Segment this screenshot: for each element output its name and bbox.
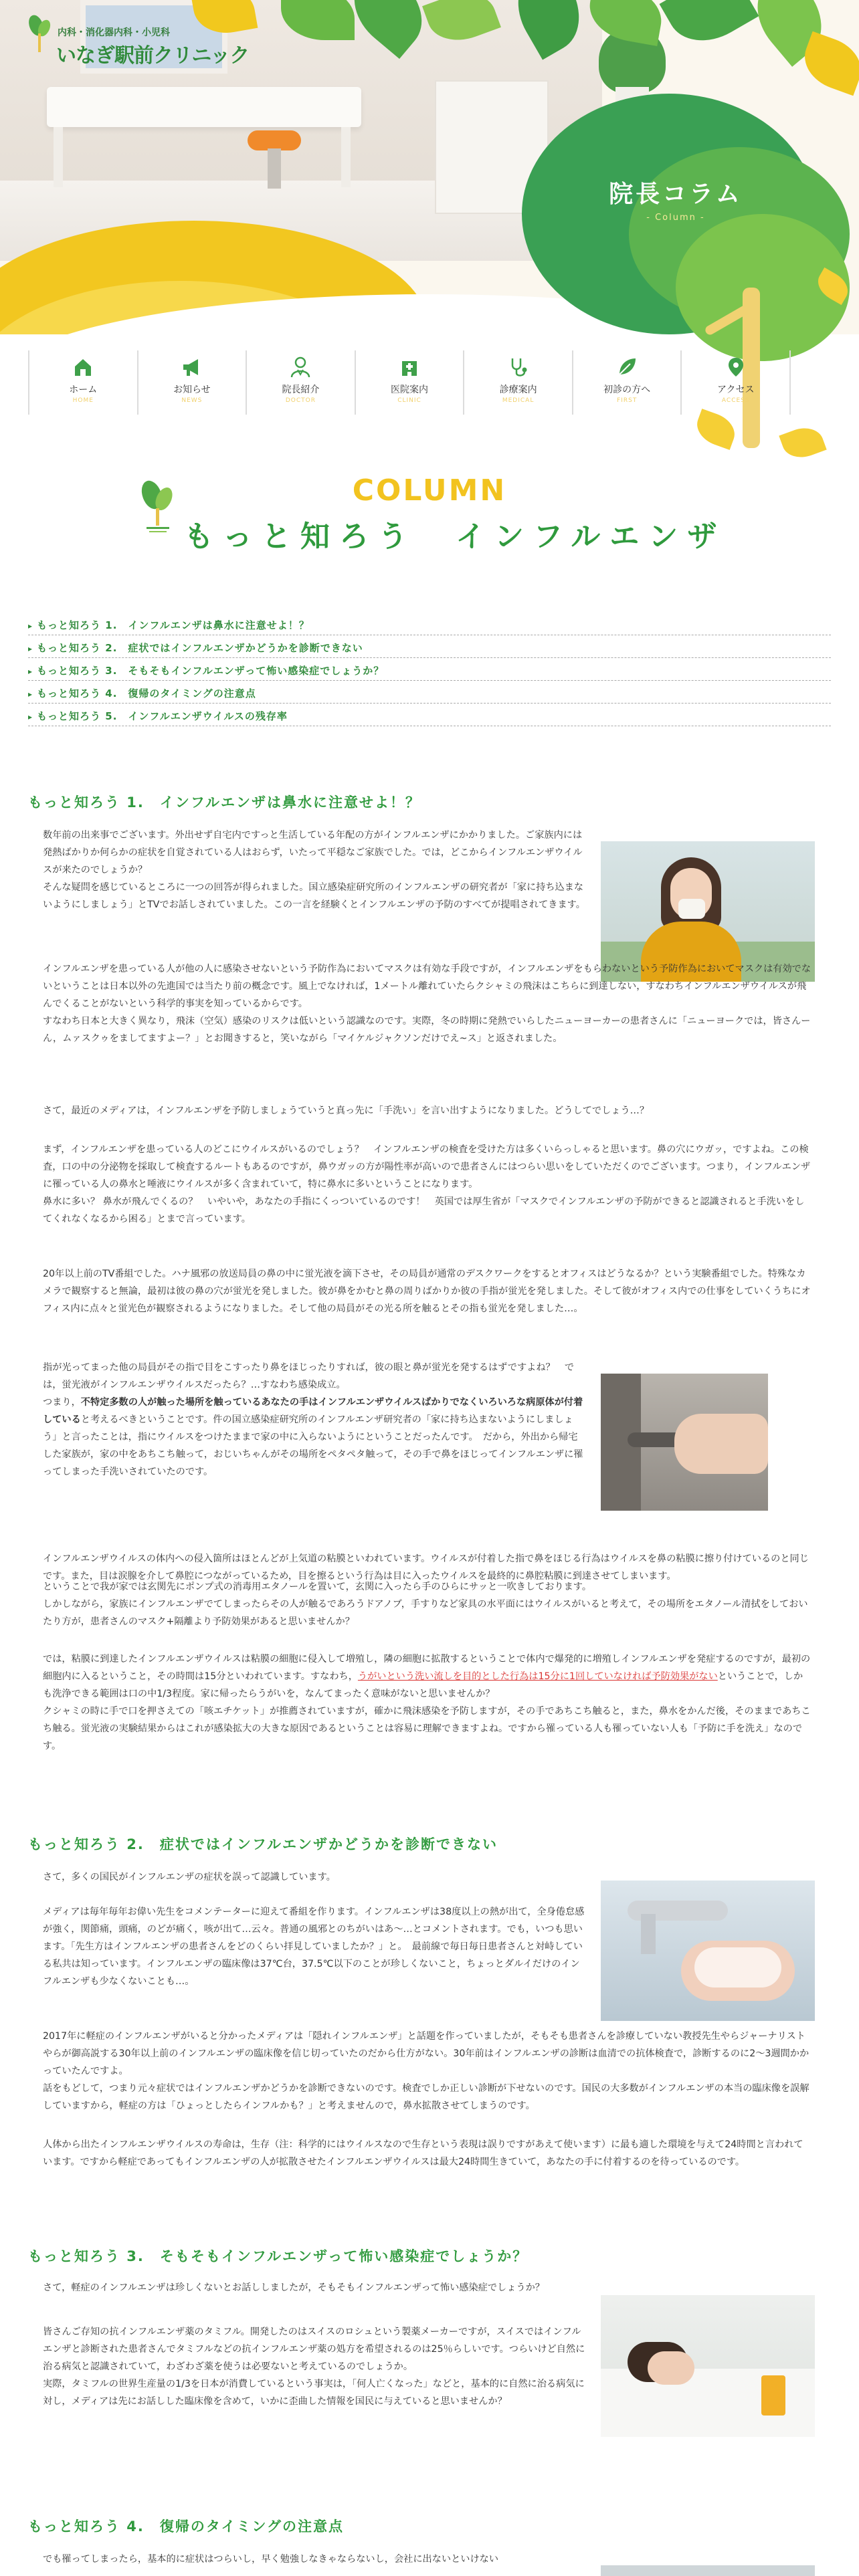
section-1-body <box>43 960 812 1047</box>
clinic-subtitle: 内科・消化器内科・小児科 <box>58 27 170 38</box>
emphasis-text: 不特定多数の人が触った場所を触っているあなたの手はインフルエンザウイルスばかりでなくいろいろな病原体が付着している <box>43 1397 583 1425</box>
nav-en-label: HOME <box>72 397 94 404</box>
nav-item-medical[interactable] <box>463 350 572 415</box>
paragraph: クシャミの時に手で口を押さえての「咳エチケット」が推薦されていますが，確かに飛沫感染を予防しますが，その手であちこち触ると，また，鼻水をかんだ後，そのままであちこち触る。蛍光液の実験結果からはこれが感染拡大の大きな原因であるということは容易に理解できますよね。ですから罹っている人も罹っていない人も「予防に手を洗え」なのです。 <box>43 1706 811 1751</box>
nav-label: 医院案内 <box>391 385 429 395</box>
section-3-body <box>43 2279 586 2296</box>
nav-label: アクセス <box>717 385 755 395</box>
highlight-text: うがいという洗い流しを目的とした行為は15分に1回していなければ予防効果がない <box>357 1671 718 1682</box>
paragraph: では，粘膜に到達したインフルエンザウイルスは粘膜の細胞に侵入して増殖し，隣の細胞に拡散するということで体内で爆発的に増殖しインフルエンザを発症するのですが，最初の細胞内に入るということ，その時間は15分といわれています。すなわち，うがいという洗い流しを目的とした行為は15分に1回していなければ予防効果がないということで，しかも洗浄できる範囲は口の中1/3程度。家に帰ったらうがいを，なんてまったく意味がないと思いませんか？ <box>43 1654 811 1699</box>
section-2-body <box>43 2136 812 2171</box>
photo-soap-foam <box>694 1947 781 1988</box>
toc-link[interactable]: ▸ もっと知ろう 3. そもそもインフルエンザって怖い感染症でしょうか？ <box>28 658 831 681</box>
clinic-logo[interactable] <box>27 11 250 68</box>
toc-link[interactable]: ▸ もっと知ろう 4. 復帰のタイミングの注意点 <box>28 681 831 704</box>
sick-in-bed-photo <box>601 2295 815 2437</box>
column-title-jp: もっと知ろう インフルエンザ <box>184 520 727 554</box>
photo-drink <box>761 2375 785 2416</box>
stool-image <box>248 130 301 150</box>
paragraph: すなわち日本と大きく異なり，飛沫（空気）感染のリスクは低いという認識なのです。実際，冬の時期に発熱でいらしたニューヨーカーの患者さんに「ニューヨークでは，皆さんーん，ムァスクゥをましてますよー？」とお聞きすると，笑いながら「マイケルジャクソンだけでえ~ス」と返されました。 <box>43 1016 811 1044</box>
nav-label: お知らせ <box>173 385 211 395</box>
paragraph: つまり，不特定多数の人が触った場所を触っているあなたの手はインフルエンザウイルスばかりでなくいろいろな病原体が付着していると考えるべきということです。件の国立感染症研究所のインフルエンザ研究者の「家に持ち込まないようにしましょう」と言ったことは，指にウイルスをつけたままで家の中に入らないようにということだったんです。 だから，外出から帰宅した家族が，家の中をあちこち触って，おじいちゃんがその場所をペタペタ触って，その手で鼻をほじってインフルエンザに罹ってしまった手洗いされていたのです。 <box>43 1397 583 1477</box>
section-2-body <box>43 1868 586 1886</box>
paragraph: 2017年に軽症のインフルエンザがいると分かったメディアは「隠れインフルエンザ」と話題を作っていましたが，そもそも患者さんを診療していない教授先生やらジャーナリストやらが御高説する30年以上前のインフルエンザの臨床像を信じ切っていたのだから仕方がない。30年前はインフルエンザの診断は血清での抗体検査で，診断するのに2〜3週間かかっていたんですよ。 <box>43 2031 809 2076</box>
nav-item-home[interactable] <box>28 350 137 415</box>
arrow-right-icon: ▸ <box>28 712 33 722</box>
section-4-heading: もっと知ろう 4. 復帰のタイミングの注意点 <box>28 2518 345 2535</box>
paragraph: 話をもどして，つまり元々症状ではインフルエンザかどうかを診断できないのです。検査でしか正しい診断が下せないのです。国民の大多数がインフルエンザの本当の臨床像を誤解していますから，軽症の方は「ひょっとしたらインフルかも？」と考えませんので，鼻水拡散させてしまうのです。 <box>43 2083 809 2111</box>
paragraph: 鼻水に多い？ 鼻水が飛んでくるの？ いやいや，あなたの手指にくっついているのです！ 英国では厚生省が「マスクでインフルエンザの予防ができると認識されると手洗いをしてくれなくなるから困る」とまで言っています。 <box>43 1196 805 1224</box>
section-1-body <box>43 1650 812 1755</box>
nav-en-label: NEWS <box>181 397 203 404</box>
nav-en-label: DOCTOR <box>285 397 316 404</box>
photo-faucet-neck <box>641 1914 656 1954</box>
clinic-name: いなぎ駅前クリニック <box>56 44 250 68</box>
hero-title: 院長コラム <box>609 180 743 208</box>
main-nav <box>28 350 791 415</box>
paragraph: 皆さんご存知の抗インフルエンザ薬のタミフル。開発したのはスイスのロシュという製薬メーカーですが，スイスではインフルエンザと診断された患者さんでタミフルなどの抗インフルエンザ薬の処方を希望されるのは25％らしいです。つらいけど自然に治る病気と認識されていて，わざわざ薬を使うは必要ないと考えているのでしょうか。 <box>43 2327 585 2372</box>
nav-label: 初診の方へ <box>603 385 651 395</box>
section-2-body <box>43 2028 812 2115</box>
paragraph: さて，多くの国民がインフルエンザの症状を誤って認識しています。 <box>43 1872 336 1883</box>
exam-bed-image <box>47 87 361 127</box>
paragraph: まず，インフルエンザを患っている人のどこにウイルスがいるのでしょう？ インフルエンザの検査を受けた方は多くいらっしゃると思います。鼻の穴にウガッ，ですよね。この検査，口の中の分泌物を採取して検査するルートもあるのですが，鼻ウガッの方が陽性率が高いので患者さんにはつらい思いをしていただくのでございます。つまり，インフルエンザに罹っている人の鼻水と唾液にウイルスが多く含まれていて，特に鼻水に多いということになります。 <box>43 1144 811 1190</box>
paragraph: インフルエンザを患っている人が他の人に感染させないという予防作為においてマスクは有効な手段ですが，インフルエンザをもらわないという予防作為においてマスクは有効でないということは日本以外の先進国では当たり前の概念です。風上でなければ，1メートル離れていたらクシャミの飛沫はこちらに到達しない，すなわちインフルエンザウイルスが飛んでくることがないという科学的事実を知っているからです。 <box>43 964 812 1009</box>
paragraph: インフルエンザウイルスの体内への侵入箇所はほとんどが上気道の粘膜といわれています。ウイルスが付着した指で鼻をほじる行為はウイルスを鼻の粘膜に擦り付けているのと同じです。また，目は涙腺を介して鼻腔につながっているため，目を擦るという行為は目に入ったウイルスを最終的に鼻腔粘膜に到達させてしまいます。 <box>43 1553 809 1582</box>
hero-subtitle: - Column - <box>646 213 705 223</box>
clinic-icon <box>398 356 421 379</box>
nav-en-label: CLINIC <box>397 397 421 404</box>
doctor-icon <box>289 356 312 379</box>
nav-en-label: MEDICAL <box>502 397 535 404</box>
section-4-photo <box>601 2565 815 2576</box>
arrow-right-icon: ▸ <box>28 667 33 676</box>
paragraph: でも罹ってしまったら，基本的に症状はつらいし，早く勉強しなきゃならないし，会社に出ないといけない <box>43 2554 499 2565</box>
bed-leg <box>54 127 63 187</box>
section-4-body <box>43 2551 586 2568</box>
section-1-intro <box>43 827 586 914</box>
paragraph: ということで我が家では玄関先にポンプ式の消毒用エタノールを置いて，玄関に入ったら手のひらにサッと一吹きしております。 <box>43 1582 592 1592</box>
photo-tissue <box>678 899 705 919</box>
leaf-decoration <box>660 0 759 56</box>
section-1-body <box>43 1141 812 1228</box>
nav-item-access[interactable] <box>680 350 791 415</box>
nav-item-clinic[interactable] <box>355 350 464 415</box>
section-3-heading: もっと知ろう 3. そもそもインフルエンザって怖い感染症でしょうか？ <box>28 2248 529 2264</box>
arrow-right-icon: ▸ <box>28 689 33 699</box>
stethoscope-icon <box>507 356 530 379</box>
photo-face <box>648 2351 694 2385</box>
toc-link[interactable]: ▸ もっと知ろう 5. インフルエンザウイルスの残存率 <box>28 704 831 726</box>
paragraph: 20年以上前のTV番組でした。ハナ風邪の放送局員の鼻の中に蛍光液を滴下させ，その局員が通常のデスクワークをするとオフィスはどうなるか？という実験番組でした。特殊なカメラで観察すると無論，最初は彼の鼻の穴が蛍光を発しました。彼が鼻をかむと鼻の周りばかりか彼の手指が蛍光を発しました。そして彼がオフィス内での仕事をしていくうちにオフィス内に点々と蛍光色が観察されるようになりました。そして他の局員がその光る所を触るとその指も蛍光を発しました…。 <box>43 1269 811 1314</box>
door-knob-photo <box>601 1374 768 1511</box>
section-2-heading: もっと知ろう 2. 症状ではインフルエンザかどうかを診断できない <box>28 1836 498 1852</box>
hand-washing-photo <box>601 1881 815 2021</box>
logo-leaf-icon <box>27 13 52 53</box>
nav-label: ホーム <box>69 385 98 395</box>
nav-item-doctor[interactable] <box>246 350 355 415</box>
paragraph: 数年前の出来事でございます。外出せず自宅内ですっと生活している年配の方がインフルエンザにかかりました。ご家族内には発熱ばかりか何らかの症状を自覚されている人はおらず，いたって平穏なご家族でした。では，どこからインフルエンザウイルスが来たのでしょうか？ <box>43 830 583 875</box>
table-of-contents <box>28 613 831 726</box>
nav-item-news[interactable] <box>137 350 246 415</box>
nav-en-label: ACCESS <box>721 397 750 404</box>
section-1-heading: もっと知ろう 1. インフルエンザは鼻水に注意せよ！？ <box>28 794 421 811</box>
megaphone-icon <box>181 356 203 379</box>
section-1-body <box>43 1102 812 1119</box>
leaf-icon <box>615 356 638 379</box>
nav-en-label: FIRST <box>617 397 638 404</box>
nav-label: 院長紹介 <box>282 385 320 395</box>
column-title-en: COLUMN <box>352 473 507 508</box>
paragraph: メディアは毎年毎年お偉い先生をコメンテーターに迎えて番組を作ります。インフルエンザは38度以上の熱が出て，全身倦怠感が強く，関節痛，頭痛，のどが痛く，咳が出て…云々。普通の風邪とのちがいはあ〜…とコメントされます。でも，いつも思います。「先生方はインフルエンザの患者さんをどのくらい拝見していましたか？」と。 最前線で毎日毎日患者さんと対峙している私共は知っています。インフルエンザの臨床像は37℃台，37.5℃以下のことが珍しくないこと，ちょっとダルイだけのインフルエンザも少なくないことも…。 <box>43 1907 585 1987</box>
paragraph: さて，軽症のインフルエンザは珍しくないとお話ししましたが，そもそもインフルエンザって怖い感染症でしょうか？ <box>43 2282 545 2293</box>
nav-item-first[interactable] <box>572 350 681 415</box>
toc-link[interactable]: ▸ もっと知ろう 1. インフルエンザは鼻水に注意せよ！？ <box>28 613 831 635</box>
arrow-right-icon: ▸ <box>28 621 33 631</box>
toc-link[interactable]: ▸ もっと知ろう 2. 症状ではインフルエンザかどうかを診断できない <box>28 635 831 658</box>
paragraph: 実際，タミフルの世界生産量の1/3を日本が消費しているという事実は，「何人亡くなった」などと，基本的に自然に治る病気に対し，メディアは先にお話しした臨床像を含めて，いかに歪曲した情報を国民に与えていると思いませんか？ <box>43 2379 585 2407</box>
paragraph: そんな疑問を感じているところに一つの回答が得られました。国立感染症研究所のインフルエンザの研究者が「家に持ち込まないようにしましょう」とTVでお話しされていました。この一言を経験くとインフルエンザの予防のすべてが提唱されてきます。 <box>43 882 585 910</box>
paragraph: さて，最近のメディアは，インフルエンザを予防しましょうていうと真っ先に「手洗い」を言い出すようになりました。どうしてでしょう…？ <box>43 1105 650 1116</box>
photo-hand <box>674 1414 768 1474</box>
bed-leg <box>341 127 351 187</box>
section-3-body <box>43 2323 586 2410</box>
section-1-body <box>43 1359 586 1481</box>
home-icon <box>72 356 94 379</box>
section-2-body <box>43 1903 586 1990</box>
map-pin-icon <box>725 356 747 379</box>
nav-label: 診療案内 <box>499 385 537 395</box>
section-1-body <box>43 1265 812 1317</box>
paragraph: 人体から出たインフルエンザウイルスの寿命は，生存（注：科学的にはウイルスなので生存という表現は誤りですがあえて使います）に最も適した環境を与えて24時間と言われています。ですから軽症であってもインフルエンザの人が拡散させたインフルエンザウイルスは最大24時間生きていて，あなたの手に付着するのを待っているのです。 <box>43 2139 803 2167</box>
arrow-right-icon: ▸ <box>28 644 33 653</box>
column-heading <box>0 468 859 562</box>
paragraph: しかしながら，家族にインフルエンザでてしまったらその人が触るであろうドアノブ，手すりなど家具の水平面にはウイルスがいると考えて，その場所をエタノール清拭をしておいたり方が，患者さんのマスク+隔離より予防効果があると思いませんか？ <box>43 1599 808 1627</box>
stool-base <box>268 148 281 189</box>
paragraph: 指が光ってまった他の局員がその指で目をこすったり鼻をほじったりすれば，彼の眼と鼻が蛍光を発するはずですよね？ では，蛍光液がインフルエンザウイルスだったら？…すなわち感染成立。 <box>43 1362 575 1390</box>
section-1-body <box>43 1578 812 1630</box>
